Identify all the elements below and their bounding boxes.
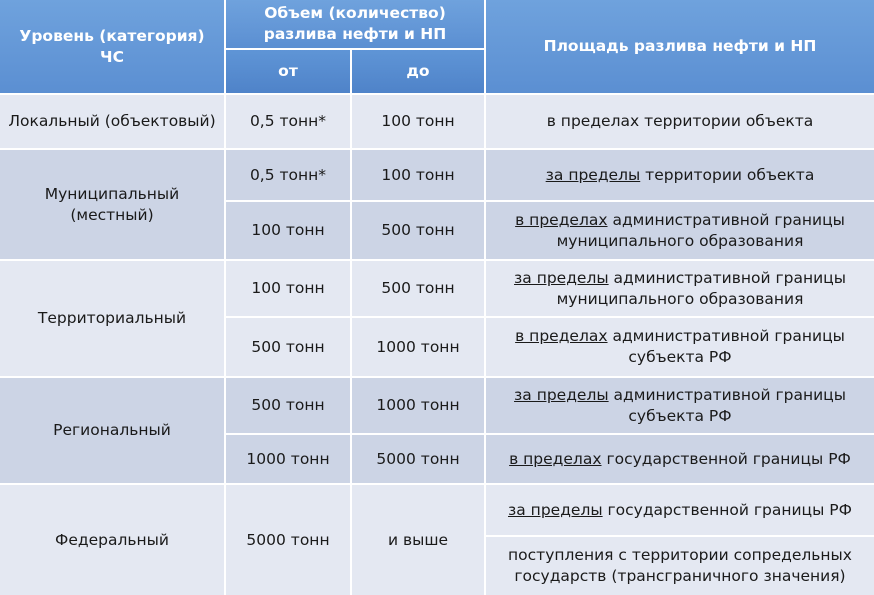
table-cell <box>486 378 874 433</box>
table-cell <box>226 202 350 259</box>
header-to-text: до <box>406 62 430 80</box>
area-rest: административной границы субъекта РФ <box>608 385 846 425</box>
header-area-text: Площадь разлива нефти и НП <box>543 37 817 55</box>
table-cell <box>352 318 484 376</box>
table-cell <box>226 485 350 595</box>
area-rest: территории объекта <box>640 165 815 184</box>
table-cell <box>486 202 874 259</box>
cell-from: 100 тонн <box>251 279 325 297</box>
table-cell <box>226 435 350 483</box>
cell-area: поступления с территории сопредельных государств (трансграничного значения) <box>508 546 852 585</box>
table-cell <box>352 150 484 200</box>
cell-area <box>509 449 851 470</box>
header-level <box>0 0 224 93</box>
table-cell <box>226 261 350 316</box>
cell-from: 1000 тонн <box>246 449 330 468</box>
level-municipal <box>0 150 224 259</box>
table-cell <box>226 378 350 433</box>
area-rest: административной границы муниципального образования <box>556 268 846 308</box>
header-area <box>486 0 874 93</box>
table-cell <box>486 95 874 148</box>
area-prefix: за пределы <box>545 165 641 184</box>
level-municipal-text: Муниципальный (местный) <box>44 184 180 224</box>
header-volume-text: Объем (количество) разлива нефти и НП <box>263 4 447 43</box>
table-cell <box>352 435 484 483</box>
area-prefix: за пределы <box>514 268 609 287</box>
area-rest: государственной границы РФ <box>601 449 851 468</box>
area-rest: административной границы субъекта РФ <box>607 327 845 366</box>
table-cell <box>486 537 874 595</box>
table-cell <box>352 202 484 259</box>
cell-from: 500 тонн <box>251 396 325 414</box>
cell-from: 500 тонн <box>251 337 325 356</box>
level-federal-text: Федеральный <box>55 530 169 549</box>
header-from <box>226 50 350 93</box>
table-cell <box>486 485 874 535</box>
table-cell <box>352 378 484 433</box>
table-cell <box>486 318 874 376</box>
header-from-text: от <box>278 62 298 80</box>
area-rest: государственной границы РФ <box>602 500 852 519</box>
table-cell <box>486 261 874 316</box>
level-local-text: Локальный (объектовый) <box>8 112 216 130</box>
table-cell <box>486 150 874 200</box>
cell-to: 1000 тонн <box>376 396 460 414</box>
area-rest: административной границы муниципального образования <box>556 210 845 250</box>
level-local <box>0 95 224 148</box>
cell-to: 100 тонн <box>381 165 455 184</box>
level-regional <box>0 378 224 483</box>
area-prefix: в пределах <box>515 327 608 345</box>
header-volume <box>226 0 484 48</box>
table-cell <box>226 150 350 200</box>
header-to <box>352 50 484 93</box>
table-cell <box>226 318 350 376</box>
cell-area <box>546 165 815 186</box>
level-regional-text: Региональный <box>53 421 171 439</box>
cell-from: 5000 тонн <box>246 530 330 549</box>
cell-to: 500 тонн <box>381 279 455 297</box>
cell-to: 100 тонн <box>381 112 455 130</box>
cell-to: 1000 тонн <box>376 337 460 356</box>
area-prefix: в пределах <box>515 210 608 229</box>
cell-to: 5000 тонн <box>376 449 460 468</box>
cell-from: 0,5 тонн* <box>249 165 327 184</box>
area-prefix: в пределах <box>509 449 602 468</box>
cell-to: 500 тонн <box>381 221 455 239</box>
table-cell <box>352 261 484 316</box>
cell-from: 100 тонн <box>251 221 325 239</box>
area-prefix: за пределы <box>514 385 609 404</box>
level-territorial <box>0 261 224 376</box>
table-cell <box>352 95 484 148</box>
cell-area <box>492 210 868 252</box>
level-federal <box>0 485 224 595</box>
cell-to: и выше <box>387 530 449 549</box>
cell-area <box>492 326 868 368</box>
cell-area <box>492 385 868 427</box>
cell-area <box>492 268 868 310</box>
cell-area <box>547 111 814 132</box>
level-territorial-text: Территориальный <box>37 309 187 327</box>
table-cell <box>226 95 350 148</box>
area-rest: в пределах территории объекта <box>546 112 814 130</box>
table-cell <box>352 485 484 595</box>
cell-from: 0,5 тонн* <box>249 112 327 130</box>
cell-area <box>508 500 852 521</box>
area-prefix: за пределы <box>508 500 603 519</box>
header-level-text: Уровень (категория) ЧС <box>19 26 205 66</box>
table-cell <box>486 435 874 483</box>
